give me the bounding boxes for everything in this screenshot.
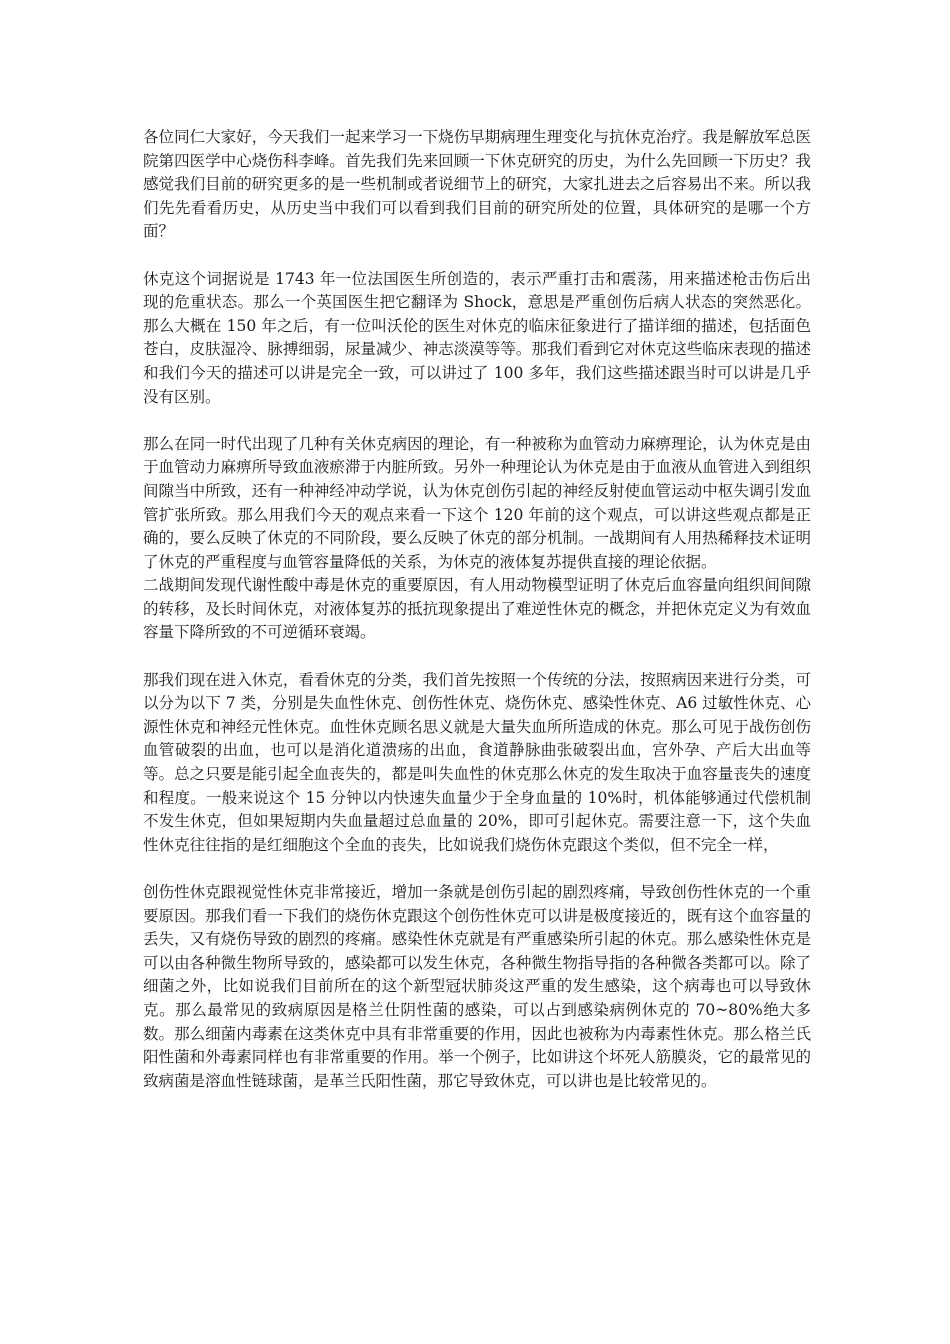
paragraph-ww2-findings: 二战期间发现代谢性酸中毒是休克的重要原因，有人用动物模型证明了休克后血容量向组织间间隙的转移，及长时间休克，对液体复苏的抵抗现象提出了难逆性休克的概念，并把休克定义为有效血容量下降所致的不可逆循环衰竭。 xyxy=(143,576,811,642)
paragraph-spacer xyxy=(143,244,811,268)
paragraph-traumatic-septic-shock: 创伤性休克跟视觉性休克非常接近，增加一条就是创伤引起的剧烈疼痛，导致创伤性休克的一个重要原因。那我们看一下我们的烧伤休克跟这个创伤性休克可以讲是极度接近的，既有这个血容量的丢失，又有烧伤导致的剧烈的疼痛。感染性休克就是有严重感染所引起的休克。那么感染性休克是可以由各种微生物所导致的，感染都可以发生休克，各种微生物指导指的各种微各类都可以。除了细菌之外，比如说我们目前所在的这个新型冠状肺炎这严重的发生感染，这个病毒也可以导致休克。那么最常见的致病原因是格兰仕阴性菌的感染，可以占到感染病例休克的 70~80%绝大多数。那么细菌内毒素在这类休克中具有非常重要的作用，因此也被称为内毒素性休克。那么格兰氏阳性菌和外毒素同样也有非常重要的作用。举一个例子，比如讲这个坏死人筋膜炎，它的最常见的致病菌是溶血性链球菌，是革兰氏阳性菌，那它导致休克，可以讲也是比较常见的。 xyxy=(143,883,811,1090)
paragraph-shock-classification: 那我们现在进入休克，看看休克的分类，我们首先按照一个传统的分法，按照病因来进行分类，可以分为以下 7 类，分别是失血性休克、创伤性休克、烧伤休克、感染性休克、A6 过敏性休克、心源性休克和神经元性休克。血性休克顾名思义就是大量失血所所造成的休克。那么可见于战伤创伤血管破裂的出血，也可以是消化道溃疡的出血，食道静脉曲张破裂出血，宫外孕、产后大出血等等。总之只要是能引起全血丧失的，都是叫失血性的休克那么休克的发生取决于血容量丧失的速度和程度。一般来说这个 15 分钟以内快速失血量少于全身血量的 10%时，机体能够通过代偿机制不发生休克，但如果短期内失血量超过总血量的 20%，即可引起休克。需要注意一下，这个失血性休克往往指的是红细胞这个全血的丧失，比如说我们烧伤休克跟这个类似，但不完全一样， xyxy=(143,670,811,854)
paragraph-shock-history: 休克这个词据说是 1743 年一位法国医生所创造的，表示严重打击和震荡，用来描述枪击伤后出现的危重状态。那么一个英国医生把它翻译为 Shock，意思是严重创伤后病人状态的突然恶化。那么大概在 150 年之后，有一位叫沃伦的医生对休克的临床征象进行了描详细的描述，包括面色苍白，皮肤湿冷、脉搏细弱，尿量减少、神志淡漠等等。那我们看到它对休克这些临床表现的描述和我们今天的描述可以讲是完全一致，可以讲过了 100 多年，我们这些描述跟当时可以讲是几乎没有区别。 xyxy=(143,269,811,406)
document-body xyxy=(143,126,811,1093)
paragraph-shock-theories: 那么在同一时代出现了几种有关休克病因的理论，有一种被称为血管动力麻痹理论，认为休克是由于血管动力麻痹所导致血液瘀滞于内脏所致。另外一种理论认为休克是由于血液从血管进入到组织间隙当中所致，还有一种神经冲动学说，认为休克创伤引起的神经反射使血管运动中枢失调引发血管扩张所致。那么用我们今天的观点来看一下这个 120 年前的这个观点，可以讲这些观点都是正确的，要么反映了休克的不同阶段，要么反映了休克的部分机制。一战期间有人用热稀释技术证明了休克的严重程度与血管容量降低的关系，为休克的液体复苏提供直接的理论依据。 xyxy=(143,434,811,571)
paragraph-spacer xyxy=(143,409,811,433)
paragraph-spacer xyxy=(143,645,811,669)
paragraph-spacer xyxy=(143,857,811,881)
paragraph-intro: 各位同仁大家好，今天我们一起来学习一下烧伤早期病理生理变化与抗休克治疗。我是解放军总医院第四医学中心烧伤科李峰。首先我们先来回顾一下休克研究的历史，为什么先回顾一下历史？我感觉我们目前的研究更多的是一些机制或者说细节上的研究，大家扎进去之后容易出不来。所以我们先先看看历史，从历史当中我们可以看到我们目前的研究所处的位置，具体研究的是哪一个方面？ xyxy=(143,128,811,241)
